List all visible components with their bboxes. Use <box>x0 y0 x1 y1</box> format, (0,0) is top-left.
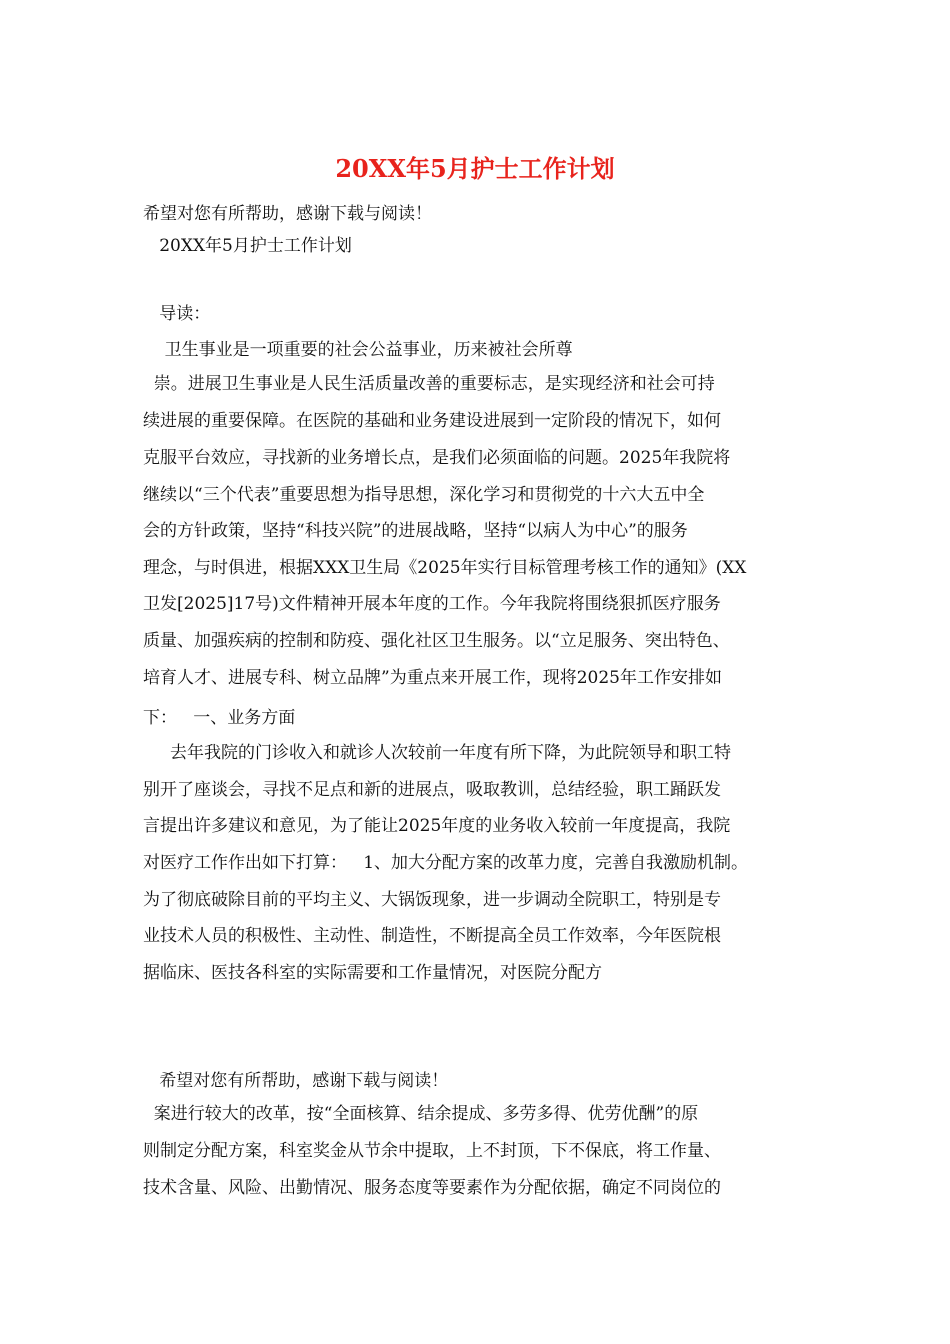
body-line: 质量、加强疾病的控制和防疫、强化社区卫生服务。以“立足服务、突出特色、 <box>143 631 730 651</box>
body-line: 技术含量、风险、出勤情况、服务态度等要素作为分配依据，确定不同岗位的 <box>143 1178 721 1198</box>
body-line: 克服平台效应，寻找新的业务增长点，是我们必须面临的问题。2025年我院将 <box>143 448 731 468</box>
body-line: 为了彻底破除目前的平均主义、大锅饭现象，进一步调动全院职工，特别是专 <box>143 890 721 910</box>
body-line: 对医疗工作作出如下打算： 1、加大分配方案的改革力度，完善自我激励机制。 <box>143 853 749 873</box>
subtitle-line: 20XX年5月护士工作计划 <box>143 236 352 256</box>
body-line: 案进行较大的改革，按“全面核算、结余提成、多劳多得、优劳优酬”的原 <box>143 1104 699 1124</box>
body-line: 则制定分配方案，科室奖金从节余中提取，上不封顶，下不保底，将工作量、 <box>143 1141 721 1161</box>
body-line: 卫发[2025]17号)文件精神开展本年度的工作。今年我院将围绕狠抓医疗服务 <box>143 594 721 614</box>
body-line: 续进展的重要保障。在医院的基础和业务建设进展到一定阶段的情况下，如何 <box>143 411 721 431</box>
body-line: 卫生事业是一项重要的社会公益事业，历来被社会所尊 <box>143 340 573 360</box>
body-line: 业技术人员的积极性、主动性、制造性，不断提高全员工作效率，今年医院根 <box>143 926 721 946</box>
greeting-line: 希望对您有所帮助，感谢下载与阅读！ <box>143 1071 449 1091</box>
intro-heading: 导读： <box>143 304 211 324</box>
body-line: 去年我院的门诊收入和就诊人次较前一年度有所下降，为此院领导和职工特 <box>143 743 732 763</box>
body-line: 别开了座谈会，寻找不足点和新的进展点，吸取教训，总结经验，职工踊跃发 <box>143 780 721 800</box>
body-line: 理念，与时俱进，根据XXX卫生局《2025年实行目标管理考核工作的通知》(XX <box>143 558 747 578</box>
body-line: 会的方针政策，坚持“科技兴院”的进展战略，坚持“以病人为中心”的服务 <box>143 521 688 541</box>
body-line: 继续以“三个代表”重要思想为指导思想，深化学习和贯彻党的十六大五中全 <box>143 485 705 505</box>
body-line: 崇。进展卫生事业是人民生活质量改善的重要标志，是实现经济和社会可持 <box>143 374 715 394</box>
body-line: 下： 一、业务方面 <box>143 708 296 728</box>
body-line: 言提出许多建议和意见，为了能让2025年度的业务收入较前一年度提高，我院 <box>143 816 731 836</box>
document-title: 20XX年5月护士工作计划 <box>335 154 615 183</box>
body-line: 据临床、医技各科室的实际需要和工作量情况，对医院分配方 <box>143 963 602 983</box>
greeting-line: 希望对您有所帮助，感谢下载与阅读！ <box>143 204 432 224</box>
body-line: 培育人才、进展专科、树立品牌”为重点来开展工作，现将2025年工作安排如 <box>143 668 722 688</box>
